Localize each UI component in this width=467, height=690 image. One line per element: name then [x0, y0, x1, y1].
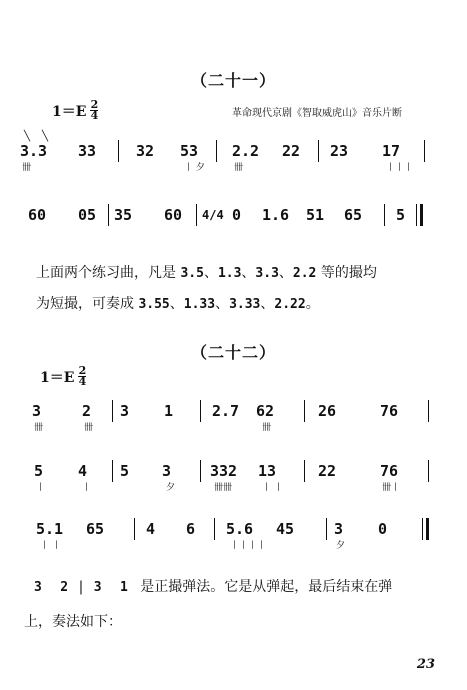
bar-line — [416, 204, 417, 226]
inline-notation: 3.33 — [229, 297, 261, 312]
bar-line — [118, 140, 119, 162]
paragraph-text: 上面两个练习曲，凡是 — [36, 265, 176, 281]
inline-notation: 3 — [93, 580, 102, 595]
key-signature-2 — [40, 366, 86, 387]
bar-line — [200, 400, 201, 422]
time-denominator: 4 — [90, 109, 99, 122]
note-group: 3 — [120, 402, 130, 420]
note-group: 22 — [282, 142, 301, 160]
note-group: 53 — [180, 142, 199, 160]
note-group: 5 — [396, 206, 406, 224]
bar-line — [424, 140, 425, 162]
note-group: 2.7 — [212, 402, 240, 420]
bar-line — [384, 204, 385, 226]
note-group: 23 — [330, 142, 349, 160]
paragraph-text: 上，奏法如下： — [24, 614, 122, 630]
key-label: 1＝E — [40, 369, 75, 386]
note-group: 45 — [276, 520, 295, 538]
inline-notation: 1.3 — [217, 266, 242, 281]
section-title-22: （二十二） — [190, 343, 276, 362]
note-group: 51 — [306, 206, 325, 224]
inline-notation: 3 — [34, 580, 42, 595]
note-group: 1.6 — [262, 206, 290, 224]
bar-line — [134, 518, 135, 540]
bar-line — [108, 204, 109, 226]
score-row: 3 2 3 1 2.7 62 26 76 卌 卌 卌 — [0, 392, 467, 440]
note-group: 0 — [378, 520, 388, 538]
inline-notation: 2 — [60, 580, 69, 595]
note-group: 3 — [334, 520, 344, 538]
note-group: 5 — [120, 462, 130, 480]
note-group: 3 — [32, 402, 42, 420]
final-bar-line — [426, 518, 429, 540]
paragraph-text: 是正撮弹法。它是从弹起，最后结束在弹 — [140, 579, 393, 595]
score-row: 5.1 65 4 6 5.6 45 3 0 丨 丨 丨丨丨丨 夕 — [0, 510, 467, 558]
inline-notation: 2.22 — [274, 297, 306, 312]
final-bar-line — [420, 204, 423, 226]
paragraph-text: 为短撮，可奏成 — [36, 296, 134, 312]
bar-line — [216, 140, 217, 162]
note-group: 33 — [78, 142, 97, 160]
bar-line — [428, 400, 429, 422]
note-group: 60 — [28, 206, 47, 224]
bar-line — [200, 460, 201, 482]
note-group: 65 — [344, 206, 363, 224]
note-group: 32 — [136, 142, 155, 160]
bar-line — [196, 204, 197, 226]
note-group: 62 — [256, 402, 275, 420]
piece-source: 革命现代京剧《智取威虎山》音乐片断 — [232, 108, 402, 119]
note-group: 1 — [164, 402, 174, 420]
bar-line — [304, 460, 305, 482]
section-title-21: （二十一） — [190, 71, 276, 90]
note-group: 76 — [380, 402, 399, 420]
note-group: 3 — [162, 462, 172, 480]
note-group: 76 — [380, 462, 399, 480]
paragraph-1: 上面两个练习曲，凡是 3.5、1.3、3.3、2.2 等的撮均 为短撮，可奏成 3.55、1.33、3.33、2.22。 — [36, 265, 377, 312]
note-group: 5.6 — [226, 520, 254, 538]
bar-line — [422, 518, 423, 540]
note-group: 17 — [382, 142, 401, 160]
note-group: 60 — [164, 206, 183, 224]
note-group: 22 — [318, 462, 337, 480]
note-group: 5 — [34, 462, 44, 480]
key-signature-1 — [52, 100, 98, 121]
bar-line — [318, 140, 319, 162]
note-group: 4 — [146, 520, 156, 538]
score-row: ╲ ╲ 3.3 33 32 53 2.2 22 23 17 卌 丨 夕 卌 丨丨丨 — [0, 132, 467, 180]
key-label: 1＝E — [52, 103, 87, 120]
note-group: 4 — [78, 462, 88, 480]
inline-notation: 1 — [120, 580, 128, 595]
bar-line — [214, 518, 215, 540]
inline-notation: 3.3 — [255, 266, 279, 281]
note-group: 13 — [258, 462, 277, 480]
inline-notation: 3.5 — [180, 266, 204, 281]
note-group: 6 — [186, 520, 196, 538]
inline-notation: 1.33 — [183, 297, 216, 312]
time-denominator: 4 — [78, 375, 87, 388]
bar-line — [326, 518, 327, 540]
paragraph-text: 等的撮均 — [320, 265, 377, 281]
note-group: 2.2 — [232, 142, 260, 160]
inline-notation: 3.55 — [138, 297, 170, 312]
note-group: 2 — [82, 402, 92, 420]
time-numerator: 2 — [78, 364, 87, 377]
time-signature — [90, 100, 98, 121]
time-numerator: 2 — [90, 98, 99, 111]
time-signature — [78, 366, 86, 387]
page-number: 23 — [416, 657, 435, 672]
note-group: 65 — [86, 520, 105, 538]
paragraph-text: 。 — [305, 296, 320, 312]
bar-line — [112, 460, 113, 482]
note-group: 05 — [78, 206, 97, 224]
note-group: 26 — [318, 402, 337, 420]
time-change: 4/4 — [202, 208, 224, 222]
note-group: 3.3 — [20, 142, 48, 160]
note-group: 5.1 — [36, 520, 64, 538]
paragraph-2: 3 2 | 3 1 是正撮弹法。它是从弹起，最后结束在弹 上，奏法如下： — [24, 579, 393, 630]
note-group: 35 — [114, 206, 133, 224]
bar-line — [428, 460, 429, 482]
bar-line — [304, 400, 305, 422]
note-group: 0 — [232, 206, 242, 224]
score-row: 5 4 5 3 332 13 22 76 丨 丨 夕 卌卌 丨 丨 卌丨 — [0, 452, 467, 500]
bar-line — [112, 400, 113, 422]
note-group: 332 — [210, 462, 238, 480]
inline-notation: 2.2 — [292, 266, 317, 281]
score-row — [0, 196, 467, 244]
